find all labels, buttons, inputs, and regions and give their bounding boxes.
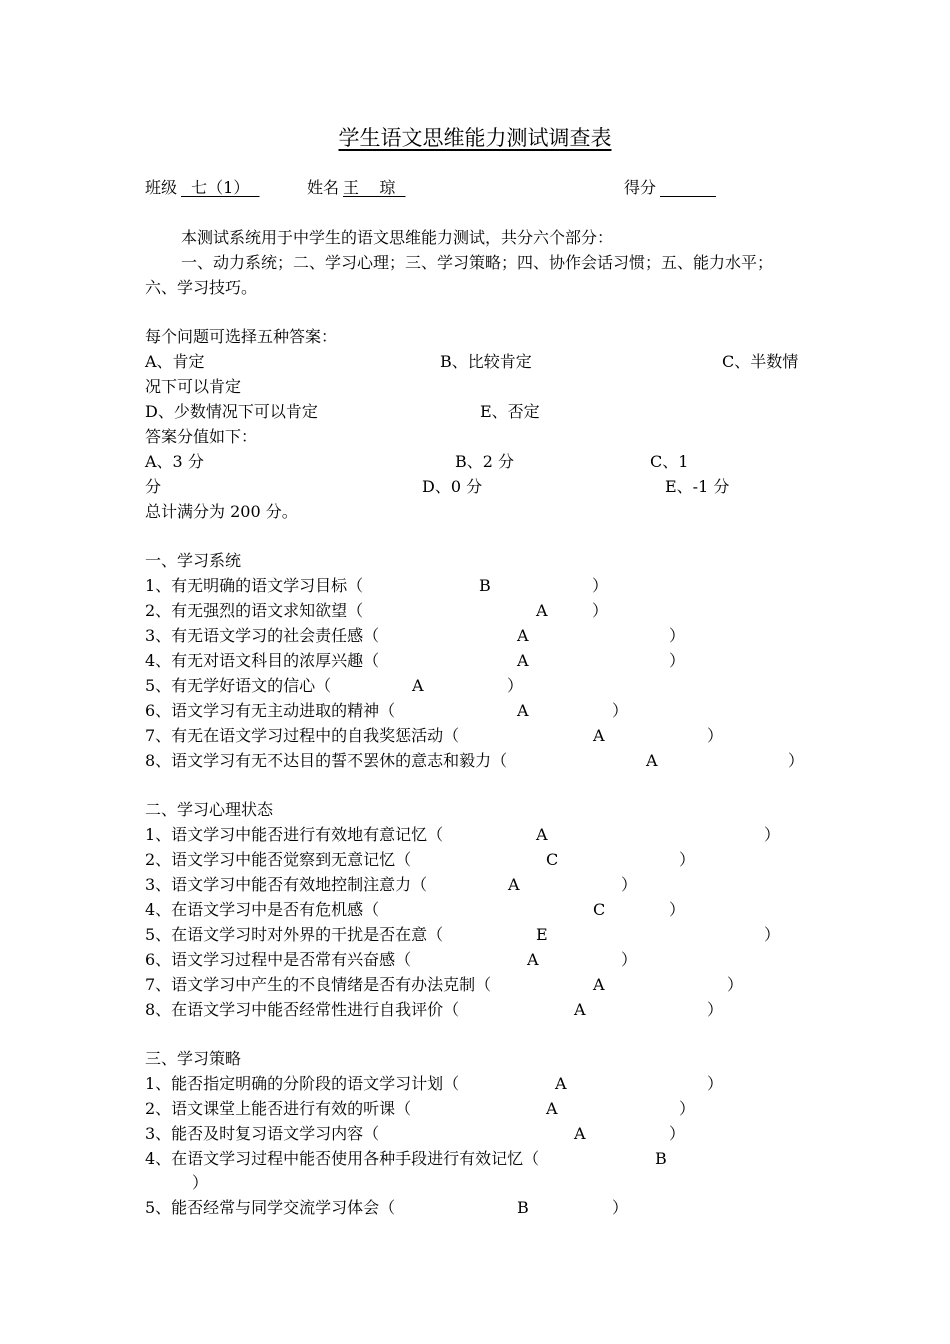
page-title: 学生语文思维能力测试调查表 [338,126,612,150]
class-label: 班级 [145,178,178,197]
answer-value: C [593,900,606,919]
question-text: 4、在语文学习过程中能否使用各种手段进行有效记忆（ [145,1149,540,1168]
answer-value: B [479,576,491,595]
closing-paren: ） [621,950,638,969]
question-text: 4、在语文学习中是否有危机感（ [145,900,380,919]
closing-paren: ） [707,1000,724,1019]
closing-paren: ） [592,601,609,620]
score-total: 总计满分为 200 分。 [145,502,298,521]
answer-value: A [536,825,548,844]
closing-paren: ） [669,900,686,919]
closing-paren: ） [612,1198,629,1217]
answer-value: A [574,1000,586,1019]
name-value: 王 琼 [343,178,406,197]
closing-paren: ） [592,576,609,595]
question-text: 2、语文学习中能否觉察到无意记忆（ [145,850,412,869]
class-value: 七（1） [181,178,260,197]
question-text: 1、语文学习中能否进行有效地有意记忆（ [145,825,444,844]
question-text: 4、有无对语文科目的浓厚兴趣（ [145,651,380,670]
closing-paren: ） [192,1173,209,1192]
answer-value: B [655,1149,667,1168]
answer-value: A [517,626,529,645]
answer-value: A [574,1124,586,1143]
section-heading: 一、学习系统 [145,551,242,570]
name-label: 姓名 [307,178,340,197]
question-text: 7、语文学习中产生的不良情绪是否有办法克制（ [145,975,492,994]
section-heading: 三、学习策略 [145,1049,242,1068]
question-text: 3、语文学习中能否有效地控制注意力（ [145,875,428,894]
score-d: D、0 分 [422,477,483,496]
answer-value: A [593,975,605,994]
answer-value: C [546,850,559,869]
answer-value: A [527,950,539,969]
score-b: B、2 分 [455,452,515,471]
question-text: 8、在语文学习中能否经常性进行自我评价（ [145,1000,460,1019]
closing-paren: ） [788,751,805,770]
closing-paren: ） [612,701,629,720]
score-e: E、-1 分 [665,477,730,496]
answer-value: E [536,925,548,944]
answer-b: B、比较肯定 [440,352,532,371]
section-heading: 二、学习心理状态 [145,800,274,819]
score-a: A、3 分 [145,452,204,471]
answer-c-cont: 况下可以肯定 [145,377,242,396]
answer-value: A [517,701,529,720]
answer-value: A [593,726,605,745]
question-text: 6、语文学习过程中是否常有兴奋感（ [145,950,412,969]
answer-value: A [555,1074,567,1093]
closing-paren: ） [707,726,724,745]
question-text: 6、语文学习有无主动进取的精神（ [145,701,396,720]
question-text: 5、能否经常与同学交流学习体会（ [145,1198,396,1217]
score-label: 得分 [624,178,657,197]
question-text: 1、有无明确的语文学习目标（ [145,576,364,595]
question-text: 3、能否及时复习语文学习内容（ [145,1124,380,1143]
answer-c: C、半数情 [722,352,799,371]
answer-value: A [412,676,424,695]
question-text: 8、语文学习有无不达目的誓不罢休的意志和毅力（ [145,751,508,770]
answer-value: A [536,601,548,620]
closing-paren: ） [679,850,696,869]
closing-paren: ） [669,651,686,670]
closing-paren: ） [764,825,781,844]
closing-paren: ） [727,975,744,994]
answer-value: A [646,751,658,770]
answer-value: A [546,1099,558,1118]
intro-line-3: 六、学习技巧。 [145,278,258,297]
answer-value: A [517,651,529,670]
closing-paren: ） [679,1099,696,1118]
answer-e: E、否定 [480,402,540,421]
intro-line-2: 一、动力系统；二、学习心理；三、学习策略；四、协作会话习惯；五、能力水平； [181,253,774,272]
closing-paren: ） [621,875,638,894]
question-text: 1、能否指定明确的分阶段的语文学习计划（ [145,1074,460,1093]
score-value [660,177,766,199]
intro-line-1: 本测试系统用于中学生的语文思维能力测试，共分六个部分： [181,228,614,247]
answer-value: B [517,1198,529,1217]
closing-paren: ） [707,1074,724,1093]
question-text: 3、有无语文学习的社会责任感（ [145,626,380,645]
question-text: 2、语文课堂上能否进行有效的听课（ [145,1099,412,1118]
answer-d: D、少数情况下可以肯定 [145,402,318,421]
closing-paren: ） [669,626,686,645]
closing-paren: ） [507,676,524,695]
answer-a: A、肯定 [145,352,205,371]
score-c: C、1 [650,452,689,471]
closing-paren: ） [764,925,781,944]
answers-heading: 每个问题可选择五种答案： [145,327,338,346]
closing-paren: ） [669,1124,686,1143]
answer-value: A [508,875,520,894]
question-text: 5、有无学好语文的信心（ [145,676,332,695]
score-c-cont: 分 [145,477,162,496]
question-text: 5、在语文学习时对外界的干扰是否在意（ [145,925,444,944]
question-text: 2、有无强烈的语文求知欲望（ [145,601,364,620]
question-text: 7、有无在语文学习过程中的自我奖惩活动（ [145,726,460,745]
scores-heading: 答案分值如下： [145,427,258,446]
